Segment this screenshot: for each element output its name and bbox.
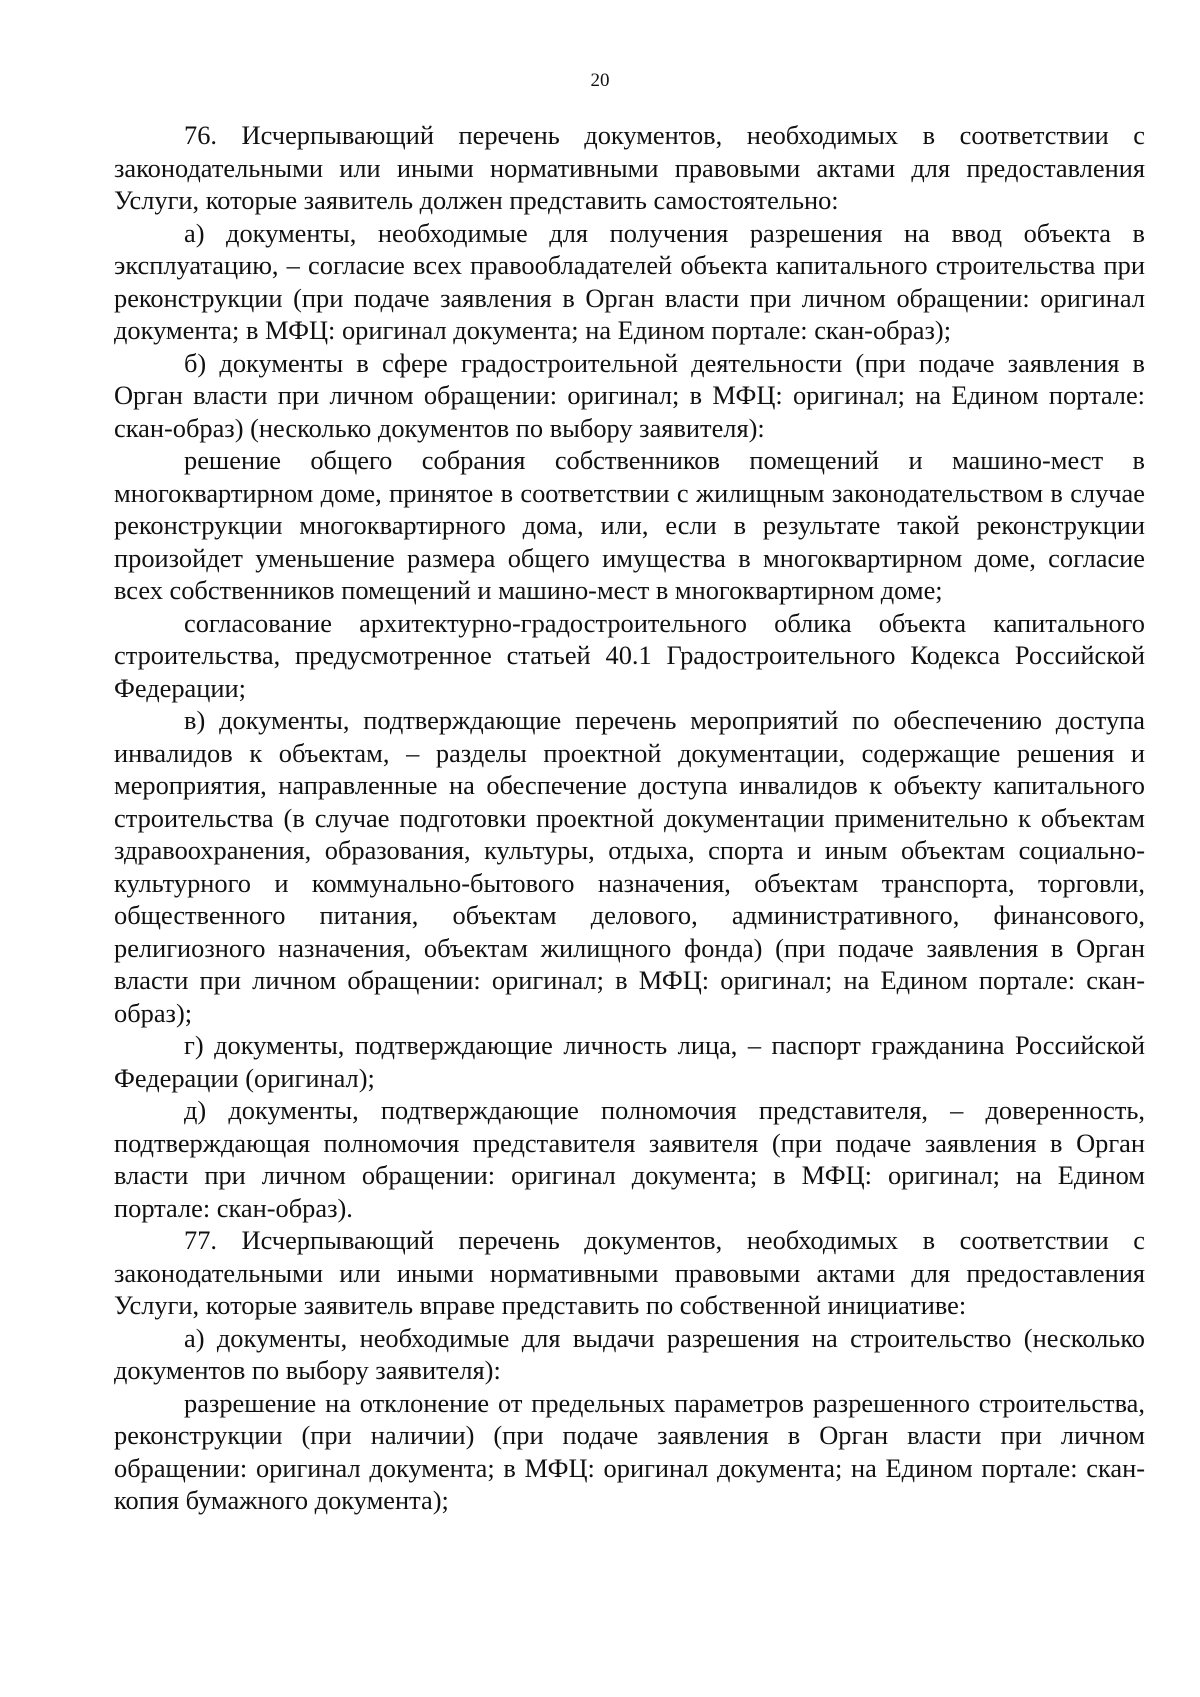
paragraph-76-v: в) документы, подтверждающие перечень мероприятий по обеспечению доступа инвалидов к объектам, – разделы проектной документации, содержащие решения и мероприятия, направленные на обеспечение доступа инвалидов к объекту капитального строительства (в случае подготовки проектной документации применительно к объектам здравоохранения, образования, культуры, отдыха, спорта и иным объектам социально-культурного и коммунально-бытового назначения, объектам транспорта, торговли, общественного питания, объектам делового, административного, финансового, религиозного назначения, объектам жилищного фонда) (при подаче заявления в Орган власти при личном обращении: оригинал; в МФЦ: оригинал; на Едином портале: скан-образ); bbox=[114, 705, 1145, 1028]
paragraph-76-g: г) документы, подтверждающие личность лица, – паспорт гражданина Российской Федерации (оригинал); bbox=[114, 1030, 1145, 1093]
page-number: 20 bbox=[590, 70, 610, 91]
paragraph-76-a: а) документы, необходимые для получения разрешения на ввод объекта в эксплуатацию, – согласие всех правообладателей объекта капитального строительства при реконструкции (при подаче заявления в Орган власти при личном обращении: оригинал документа; в МФЦ: оригинал документа; на Едином портале: скан-образ); bbox=[114, 217, 1145, 345]
paragraph-76: 76. Исчерпывающий перечень документов, необходимых в соответствии с законодательными или иными нормативными правовыми актами для предоставления Услуги, которые заявитель должен представить самостоятельно: bbox=[114, 120, 1145, 215]
paragraph-77: 77. Исчерпывающий перечень документов, необходимых в соответствии с законодательными или иными нормативными правовыми актами для предоставления Услуги, которые заявитель вправе представить по собственной инициативе: bbox=[114, 1225, 1145, 1320]
document-body bbox=[114, 119, 1145, 1517]
paragraph-76-b-item-2: согласование архитектурно-градостроительного облика объекта капитального строительства, предусмотренное статьей 40.1 Градостроительного Кодекса Российской Федерации; bbox=[114, 607, 1145, 703]
paragraph-76-b: б) документы в сфере градостроительной деятельности (при подаче заявления в Орган власти при личном обращении: оригинал; в МФЦ: оригинал; на Едином портале: скан-образ) (несколько документов по выбору заявителя): bbox=[114, 347, 1145, 443]
paragraph-77-a-item-1: разрешение на отклонение от предельных параметров разрешенного строительства, реконструкции (при наличии) (при подаче заявления в Орган власти при личном обращении: оригинал документа; в МФЦ: оригинал документа; на Едином портале: скан-копия бумажного документа); bbox=[114, 1387, 1145, 1515]
paragraph-77-a: а) документы, необходимые для выдачи разрешения на строительство (несколько документов по выбору заявителя): bbox=[114, 1322, 1145, 1385]
paragraph-76-d: д) документы, подтверждающие полномочия представителя, – доверенность, подтверждающая полномочия представителя заявителя (при подаче заявления в Орган власти при личном обращении: оригинал документа; в МФЦ: оригинал; на Едином портале: скан-образ). bbox=[114, 1095, 1145, 1223]
paragraph-76-b-item-1: решение общего собрания собственников помещений и машино-мест в многоквартирном доме, принятое в соответствии с жилищным законодательством в случае реконструкции многоквартирного дома, или, если в результате такой реконструкции произойдет уменьшение размера общего имущества в многоквартирном доме, согласие всех собственников помещений и машино-мест в многоквартирном доме; bbox=[114, 445, 1145, 605]
